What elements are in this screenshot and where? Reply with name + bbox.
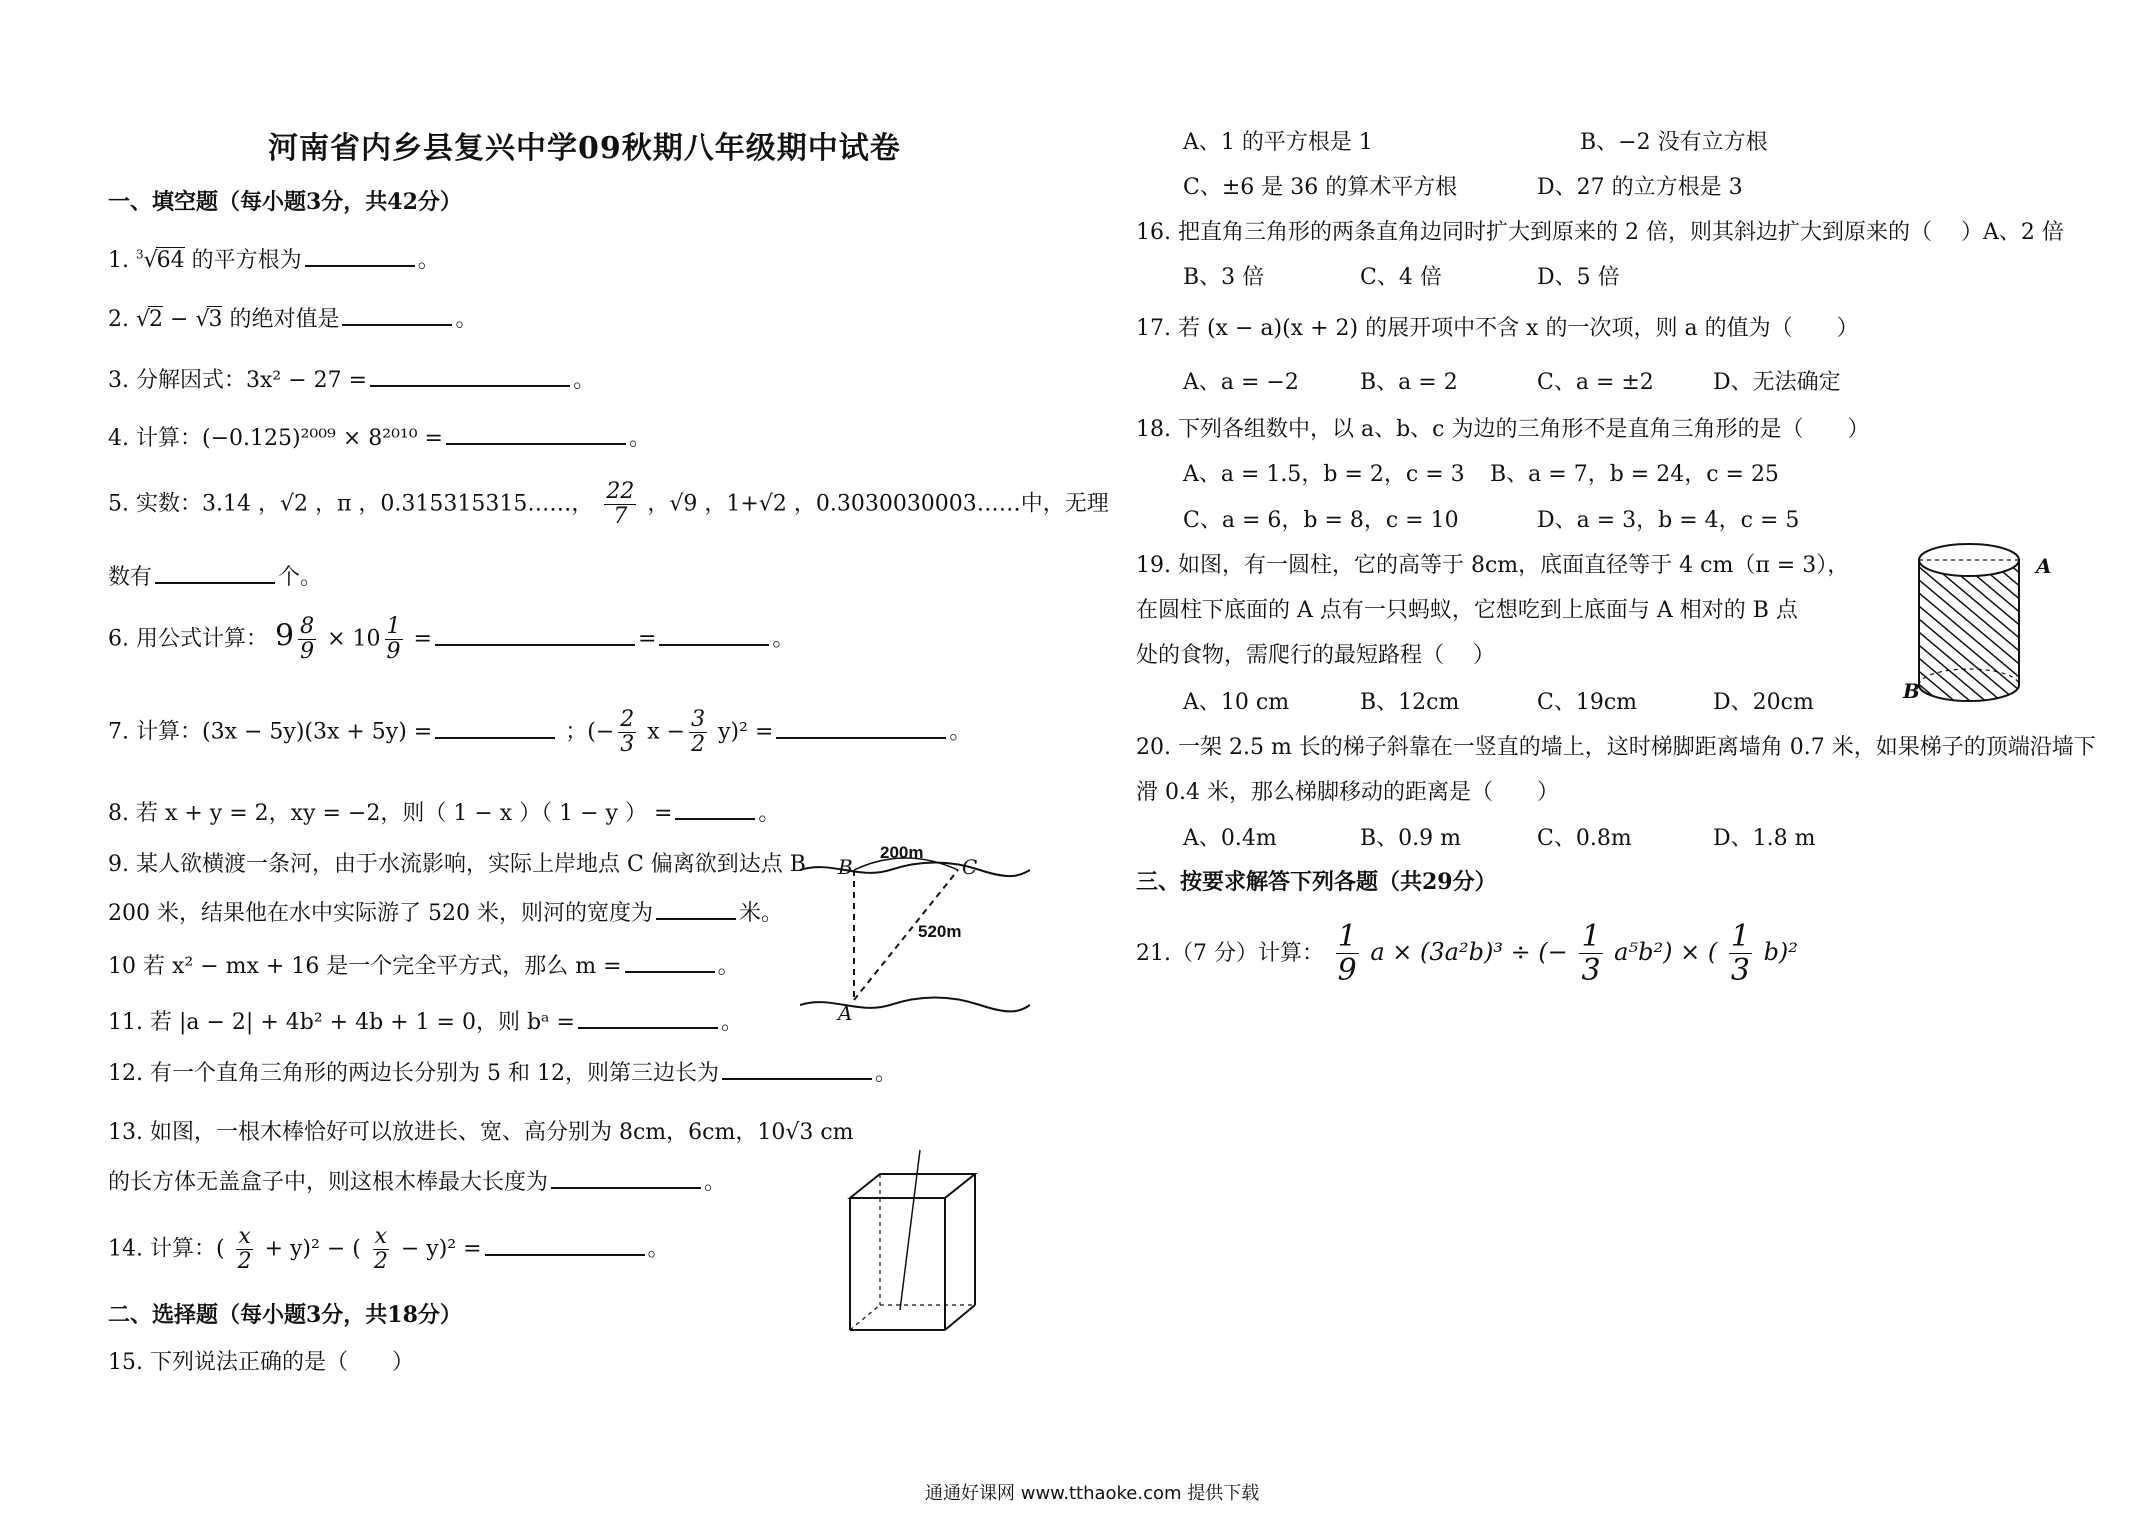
q15-option-b[interactable]: B、−2 没有立方根: [1580, 130, 1768, 155]
q19-option-d[interactable]: D、20cm: [1713, 690, 1814, 715]
question-20-line2: 滑 0.4 米，那么梯脚移动的距离是（ ）: [1136, 780, 1559, 805]
cylinder-figure: [1905, 530, 2045, 710]
q17-option-b[interactable]: B、a = 2: [1360, 370, 1458, 395]
answer-blank-2[interactable]: [342, 304, 452, 326]
q15-option-d[interactable]: D、27 的立方根是 3: [1537, 175, 1743, 200]
answer-blank-9[interactable]: [656, 898, 736, 920]
q16-option-c[interactable]: C、4 倍: [1360, 265, 1442, 290]
river-label-B: B: [838, 855, 853, 879]
question-3: 3. 分解因式：3x² − 27 = 。: [108, 365, 595, 393]
question-14: 14. 计算：( $\frac{x}{2}$ + y)² − ( $\frac{x}{2}$ − y)² = 。: [108, 1224, 670, 1275]
question-13: 13. 如图，一根木棒恰好可以放进长、宽、高分别为 8cm，6cm，10√3 cm: [108, 1120, 854, 1145]
question-11: 11. 若 |a − 2| + 4b² + 4b + 1 = 0，则 bᵃ = 。: [108, 1007, 743, 1035]
cylinder-body: [1919, 560, 2019, 701]
question-18: 18. 下列各组数中，以 a、b、c 为边的三角形不是直角三角形的是（ ）: [1136, 417, 1870, 442]
answer-blank-14[interactable]: [485, 1234, 645, 1256]
river-label-C: C: [962, 855, 978, 879]
answer-blank-6a[interactable]: [435, 624, 635, 646]
question-19: 19. 如图，有一圆柱，它的高等于 8cm，底面直径等于 4 cm（π = 3），: [1136, 553, 1850, 578]
question-7: 7. 计算：(3x − 5y)(3x + 5y) = ；(− $\frac{2}{3}$ x − $\frac{3}{2}$ y)² = 。: [108, 707, 972, 758]
q19-option-b[interactable]: B、12cm: [1360, 690, 1460, 715]
river-label-520m: 520m: [918, 922, 962, 941]
question-10: 10 若 x² − mx + 16 是一个完全平方式，那么 m = 。: [108, 951, 740, 979]
answer-blank-10[interactable]: [625, 951, 715, 973]
question-9-cont: 200 米，结果他在水中实际游了 520 米，则河的宽度为 米。: [108, 898, 783, 926]
question-15: 15. 下列说法正确的是（ ）: [108, 1350, 414, 1375]
question-19-line3: 处的食物，需爬行的最短路程（ ）: [1136, 643, 1495, 668]
answer-blank-8[interactable]: [675, 798, 755, 820]
q15-option-c[interactable]: C、±6 是 36 的算术平方根: [1183, 175, 1458, 200]
section-1-heading: 一、填空题（每小题3分，共42分）: [108, 189, 462, 215]
answer-blank-4[interactable]: [446, 423, 626, 445]
question-5-cont: 数有 个。: [108, 562, 322, 590]
q18-option-d[interactable]: D、a = 3，b = 4，c = 5: [1537, 508, 1800, 533]
q20-option-a[interactable]: A、0.4m: [1183, 826, 1277, 851]
answer-blank-3[interactable]: [370, 365, 570, 387]
q16-option-b[interactable]: B、3 倍: [1183, 265, 1265, 290]
question-9: 9. 某人欲横渡一条河，由于水流影响，实际上岸地点 C 偏离欲到达点 B: [108, 852, 806, 877]
question-4: 4. 计算：(−0.125)²⁰⁰⁹ × 8²⁰¹⁰ = 。: [108, 423, 651, 451]
question-13-cont: 的长方体无盖盒子中，则这根木棒最大长度为 。: [108, 1167, 726, 1195]
answer-blank-13[interactable]: [551, 1167, 701, 1189]
river-label-200m: 200m: [880, 843, 924, 862]
question-20: 20. 一架 2.5 m 长的梯子斜靠在一竖直的墙上，这时梯脚距离墙角 0.7 米，如果梯子的顶端沿墙下: [1136, 735, 2096, 760]
q15-option-a[interactable]: A、1 的平方根是 1: [1183, 130, 1373, 155]
question-6: 6. 用公式计算： 9 $\frac{8}{9}$ × 10 $\frac{1}{9}$ = = 。: [108, 614, 795, 665]
river-bank-bottom: [800, 998, 1030, 1012]
question-12: 12. 有一个直角三角形的两边长分别为 5 和 12，则第三边长为 。: [108, 1058, 897, 1086]
question-5: 5. 实数：3.14 ，√2 ，π ，0.315315315……， $\frac{22}{7}$ ，√9 ，1+√2 ，0.3030030003……中，无理: [108, 479, 1109, 530]
box-top: [850, 1174, 975, 1198]
river-bank-top: [800, 863, 1030, 877]
q18-option-c[interactable]: C、a = 6，b = 8，c = 10: [1183, 508, 1459, 533]
q17-option-a[interactable]: A、a = −2: [1183, 370, 1299, 395]
q17-option-c[interactable]: C、a = ±2: [1537, 370, 1654, 395]
answer-blank-12[interactable]: [722, 1058, 872, 1080]
q19-option-a[interactable]: A、10 cm: [1183, 690, 1290, 715]
answer-blank-7a[interactable]: [435, 717, 555, 739]
question-8: 8. 若 x + y = 2，xy = −2，则（ 1 − x ）（ 1 − y ） = 。: [108, 798, 780, 826]
q20-option-d[interactable]: D、1.8 m: [1713, 826, 1816, 851]
q18-option-a[interactable]: A、a = 1.5，b = 2，c = 3: [1183, 462, 1465, 487]
q20-option-c[interactable]: C、0.8m: [1537, 826, 1632, 851]
cylinder-label-B: B: [1903, 679, 1920, 703]
question-2: 2. √2 − √3 的绝对值是 。: [108, 304, 478, 332]
question-1: 1. $^3$√64 的平方根为 。: [108, 245, 440, 273]
box-figure: [845, 1150, 995, 1340]
q20-option-b[interactable]: B、0.9 m: [1360, 826, 1462, 851]
cylinder-label-A: A: [2036, 554, 2052, 578]
question-21: 21.（7 分）计算： $\frac{1}{9}$ a × (3a²b)³ ÷ (− $\frac{1}{3}$ a⁵b²) × ( $\frac{1}{3}$ b)²: [1136, 919, 1798, 988]
q19-option-c[interactable]: C、19cm: [1537, 690, 1638, 715]
question-16: 16. 把直角三角形的两条直角边同时扩大到原来的 2 倍，则其斜边扩大到原来的（ ）A、2 倍: [1136, 220, 2064, 245]
question-17: 17. 若 (x − a)(x + 2) 的展开项中不含 x 的一次项，则 a 的值为（ ）: [1136, 316, 1859, 341]
answer-blank-5[interactable]: [155, 562, 275, 584]
section-2-heading: 二、选择题（每小题3分，共18分）: [108, 1302, 462, 1328]
river-figure: [800, 840, 1030, 1020]
footer-text: 通通好课网 www.tthaoke.com 提供下载: [925, 1483, 1260, 1504]
q17-option-d[interactable]: D、无法确定: [1713, 370, 1841, 395]
answer-blank-7b[interactable]: [776, 717, 946, 739]
river-label-A: A: [838, 1001, 853, 1025]
answer-blank-1[interactable]: [305, 245, 415, 267]
q16-option-d[interactable]: D、5 倍: [1537, 265, 1620, 290]
answer-blank-6b[interactable]: [659, 624, 769, 646]
q18-option-b[interactable]: B、a = 7，b = 24，c = 25: [1490, 462, 1779, 487]
page-title: 河南省内乡县复兴中学09秋期八年级期中试卷: [268, 131, 901, 166]
question-19-line2: 在圆柱下底面的 A 点有一只蚂蚁，它想吃到上底面与 A 相对的 B 点: [1136, 598, 1798, 623]
section-3-heading: 三、按要求解答下列各题（共29分）: [1136, 869, 1497, 895]
answer-blank-11[interactable]: [578, 1007, 718, 1029]
